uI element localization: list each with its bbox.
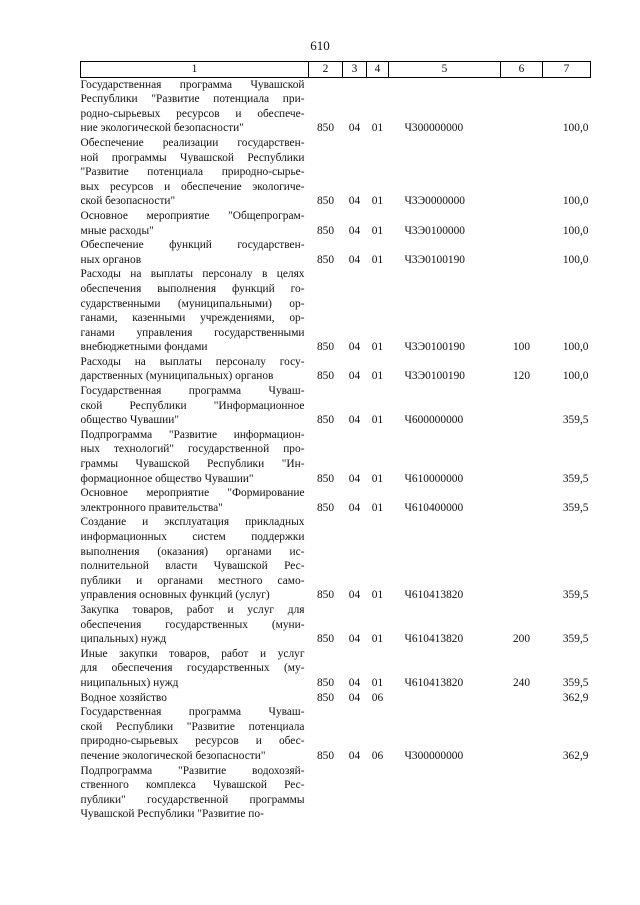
cell-c4: 01 [371,676,384,689]
cell-c5: Ч610413820 [404,589,464,602]
column-header: 3 [343,62,367,78]
column-header: 5 [389,62,501,78]
cell-c5: Ч300000000 [404,122,464,135]
row-name [81,705,309,763]
row-name-line: Основное мероприятие "Формирование [80,487,305,500]
row-name-line: ных технологий" государственной про- [80,443,305,456]
cell-c5 [389,691,501,706]
page-number: 610 [310,38,330,53]
cell-c2: 850 [316,676,335,689]
cell-c3 [343,764,367,822]
row-name [81,691,309,706]
cell-c4: 01 [371,501,384,514]
table-row [81,209,591,238]
cell-c3: 04 [348,633,361,646]
cell-c6 [501,515,543,603]
cell-c6 [501,428,543,486]
cell-c2: 850 [316,633,335,646]
table-row [81,603,591,647]
cell-c4: 01 [371,122,384,135]
row-name [81,428,309,486]
cell-c4: 01 [371,633,384,646]
cell-c7: 100,0 [562,370,589,383]
column-header: 6 [501,62,543,78]
table-row [81,136,591,209]
row-name [81,764,309,822]
cell-c2: 850 [316,691,335,704]
row-name-line: Водное хозяйство [80,691,167,704]
cell-c2: 850 [316,370,335,383]
cell-c5: Ч610413820 [404,633,464,646]
row-name-line: публики" государственной программы [80,793,305,806]
cell-c7: 359,5 [562,414,589,427]
table-row [81,486,591,515]
row-name [81,355,309,384]
cell-c3: 04 [348,122,361,135]
row-name [81,238,309,267]
row-name-line: Иные закупки товаров, работ и услуг [80,647,305,660]
row-name-line: Обеспечение функций государствен- [80,239,305,252]
cell-c3: 04 [348,749,361,762]
row-name-line: вых ресурсов и обеспечение экологиче- [80,180,305,193]
row-name-line: ской безопасности" [80,195,176,208]
row-name [81,603,309,647]
row-name-line: сударственными (муниципальными) ор- [80,297,305,310]
cell-c7 [543,764,591,822]
cell-c2: 850 [316,341,335,354]
table-row [81,384,591,428]
cell-c6 [501,238,543,267]
cell-c2: 850 [316,224,335,237]
row-name-line: родно-сырьевых ресурсов и обеспече- [80,107,305,120]
cell-c4 [367,764,389,822]
cell-c5: Ч610000000 [404,472,464,485]
row-name-line: ганами управления государственными [80,326,305,339]
cell-c2 [309,764,343,822]
row-name-line: Закупка товаров, работ и услуг для [80,603,305,616]
row-name-line: Государственная программа Чуваш- [80,385,305,398]
row-name-line: выполнения (оказания) органами ис- [80,545,305,558]
row-name-line: мные расходы" [80,224,154,237]
row-name-line: внебюджетными фондами [80,341,208,354]
column-header: 2 [309,62,343,78]
cell-c7: 362,9 [562,749,589,762]
cell-c7: 100,0 [562,195,589,208]
cell-c6 [501,486,543,515]
cell-c2: 850 [316,195,335,208]
cell-c3: 04 [348,414,361,427]
cell-c4: 01 [371,224,384,237]
cell-c6 [501,764,543,822]
cell-c2: 850 [316,472,335,485]
row-name-line: Подпрограмма "Развитие информацион- [80,428,305,441]
table-row [81,267,591,355]
column-header: 7 [543,62,591,78]
row-name-line: ганами, казенными учреждениями, ор- [80,312,305,325]
cell-c2: 850 [316,501,335,514]
cell-c2: 850 [316,414,335,427]
cell-c3: 04 [348,691,361,704]
cell-c2: 850 [316,122,335,135]
cell-c5: Ч610413820 [404,676,464,689]
row-name-line: управления основных функций (услуг) [80,589,270,602]
row-name-line: ние экологической безопасности" [80,122,244,135]
budget-table [80,61,591,822]
column-header: 4 [367,62,389,78]
cell-c5: Ч610400000 [404,501,464,514]
table-row [81,647,591,691]
row-name-line: Государственная программа Чуваш- [80,706,305,719]
cell-c7: 359,5 [562,472,589,485]
cell-c4: 01 [371,589,384,602]
cell-c5: Ч3Э0100190 [404,341,465,354]
cell-c3: 04 [348,589,361,602]
cell-c5: Ч300000000 [404,749,464,762]
row-name-line: граммы Чувашской Республики "Ин- [80,458,305,471]
cell-c6 [501,384,543,428]
row-name-line: для обеспечения государственных (му- [80,662,305,675]
cell-c4: 01 [371,370,384,383]
cell-c3: 04 [348,472,361,485]
cell-c4: 01 [371,472,384,485]
row-name [81,267,309,355]
row-name-line: природно-сырьевых ресурсов и обес- [80,735,305,748]
cell-c6: 120 [512,370,531,383]
row-name-line: Расходы на выплаты персоналу в целях [80,268,305,281]
row-name-line: обеспечения государственных (муни- [80,618,305,631]
table-row [81,705,591,763]
cell-c7: 100,0 [562,122,589,135]
cell-c6: 240 [512,676,531,689]
cell-c5: Ч3Э0000000 [404,195,465,208]
cell-c6: 200 [512,633,531,646]
cell-c3: 04 [348,676,361,689]
table-row [81,764,591,822]
cell-c7: 100,0 [562,224,589,237]
cell-c7: 359,5 [562,676,589,689]
cell-c5: Ч600000000 [404,414,464,427]
cell-c3: 04 [348,224,361,237]
cell-c6 [501,705,543,763]
row-name-line: Основное мероприятие "Общепрограм- [80,209,305,222]
row-name [81,209,309,238]
cell-c2: 850 [316,749,335,762]
table-row [81,238,591,267]
row-name-line: формационное общество Чувашии" [80,472,254,485]
cell-c7: 100,0 [562,253,589,266]
cell-c2: 850 [316,253,335,266]
cell-c4: 06 [371,691,384,704]
cell-c7: 100,0 [562,341,589,354]
row-name [81,647,309,691]
row-name [81,136,309,209]
cell-c5 [389,764,501,822]
cell-c7: 359,5 [562,633,589,646]
row-name-line: ской Республики "Развитие потенциала [80,720,305,733]
row-name-line: обеспечения выполнения функций го- [80,282,305,295]
cell-c5: Ч3Э0100190 [404,253,465,266]
cell-c6 [501,691,543,706]
cell-c4: 01 [371,341,384,354]
row-name-line: Расходы на выплаты персоналу госу- [80,355,305,368]
table-row [81,428,591,486]
row-name-line: публики и органами местного само- [80,574,305,587]
cell-c7: 362,9 [562,691,589,704]
cell-c5: Ч3Э0100000 [404,224,465,237]
cell-c4: 01 [371,195,384,208]
cell-c3: 04 [348,253,361,266]
cell-c6 [501,209,543,238]
cell-c3: 04 [348,501,361,514]
table-row [81,355,591,384]
row-name [81,515,309,603]
table-row [81,515,591,603]
row-name-line: ниципальных) нужд [80,676,179,689]
cell-c4: 01 [371,253,384,266]
row-name-line: полнительной власти Чувашской Рес- [80,560,305,573]
row-name-line: дарственных (муниципальных) органов [80,370,274,383]
row-name-line: информационных систем поддержки [80,531,305,543]
row-name-line: Чувашской Республики "Развитие по- [80,808,264,821]
row-name-line: Республики "Развитие потенциала при- [80,93,305,106]
cell-c4: 01 [371,414,384,427]
row-name-line: ципальных) нужд [80,633,167,646]
cell-c5: Ч3Э0100190 [404,370,465,383]
row-name [81,77,309,136]
row-name [81,384,309,428]
cell-c2: 850 [316,589,335,602]
row-name-line: "Развитие потенциала природно-сырье- [80,166,305,179]
table-header-row [81,62,591,78]
cell-c7: 359,5 [562,501,589,514]
cell-c7: 359,5 [562,589,589,602]
row-name-line: ных органов [80,253,142,266]
row-name [81,486,309,515]
row-name-line: печение экологической безопасности" [80,749,266,762]
cell-c6 [501,77,543,136]
column-header: 1 [81,62,309,78]
cell-c4: 06 [371,749,384,762]
cell-c3: 04 [348,195,361,208]
table-body [81,77,591,822]
row-name-line: электронного правительства" [80,501,223,514]
row-name-line: Создание и эксплуатация прикладных [80,516,305,529]
table-row [81,77,591,136]
cell-c6 [501,136,543,209]
row-name-line: Государственная программа Чувашской [80,78,305,91]
row-name-line: ной программы Чувашской Республики [80,151,305,164]
cell-c3: 04 [348,341,361,354]
table-row [81,691,591,706]
row-name-line: Подпрограмма "Развитие водохозяй- [80,764,305,777]
row-name-line: ственного комплекса Чувашской Рес- [80,779,305,792]
row-name-line: ской Республики "Информационное [80,399,305,412]
row-name-line: общество Чувашии" [80,414,179,427]
cell-c3: 04 [348,370,361,383]
cell-c6: 100 [512,341,531,354]
row-name-line: Обеспечение реализации государствен- [80,136,305,149]
